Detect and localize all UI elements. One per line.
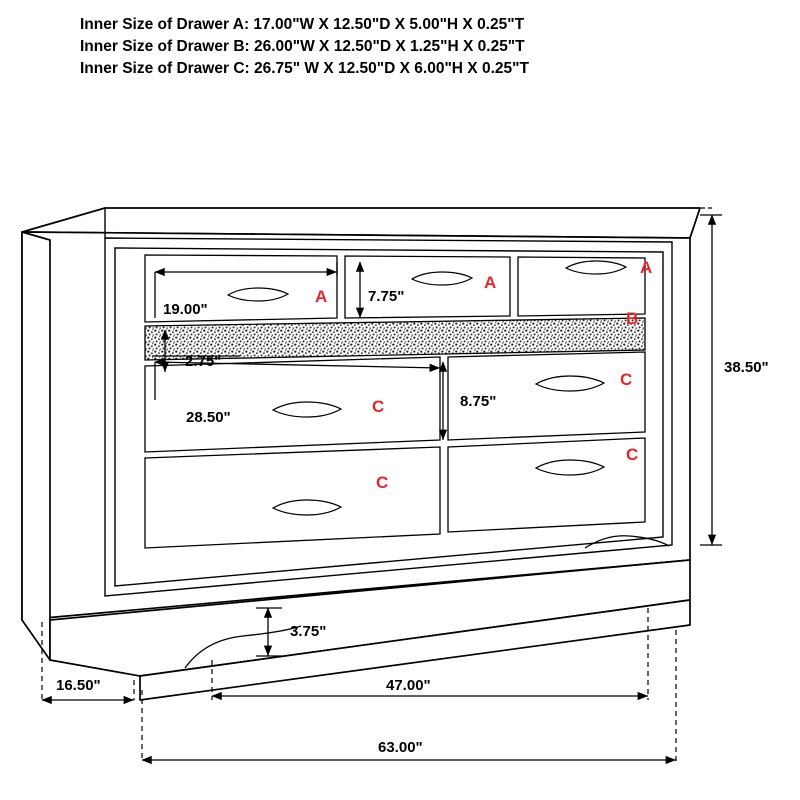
label-drawer-a2: A	[484, 273, 497, 292]
label-drawer-c4: C	[376, 473, 389, 492]
dim-depth: 16.50"	[56, 677, 101, 694]
dim-total-width: 63.00"	[378, 739, 423, 756]
label-drawer-c2: C	[372, 397, 385, 416]
spec-line-drawer-b: Inner Size of Drawer B: 26.00"W X 12.50"D X 1.25"H X 0.25"T	[80, 38, 525, 55]
dim-drawer-a-width: 19.00"	[163, 301, 208, 318]
label-drawer-c3: C	[626, 445, 639, 464]
dim-drawer-a-height: 7.75"	[368, 288, 405, 305]
label-drawer-a3: A	[640, 258, 653, 277]
spec-line-drawer-a: Inner Size of Drawer A: 17.00"W X 12.50"D X 5.00"H X 0.25"T	[80, 16, 525, 33]
dim-inner-width: 47.00"	[386, 677, 431, 694]
label-drawer-c1: C	[620, 370, 633, 389]
dim-drawer-c-height: 8.75"	[460, 393, 497, 410]
dim-base-height: 3.75"	[290, 623, 327, 640]
label-drawer-b1: B	[626, 309, 639, 328]
spec-line-drawer-c: Inner Size of Drawer C: 26.75" W X 12.50"D X 6.00"H X 0.25"T	[80, 60, 529, 77]
dim-total-height: 38.50"	[724, 359, 769, 376]
dim-drawer-b-height: 2.75"	[185, 353, 222, 370]
label-drawer-a1: A	[315, 287, 328, 306]
dim-drawer-c-width: 28.50"	[186, 409, 231, 426]
